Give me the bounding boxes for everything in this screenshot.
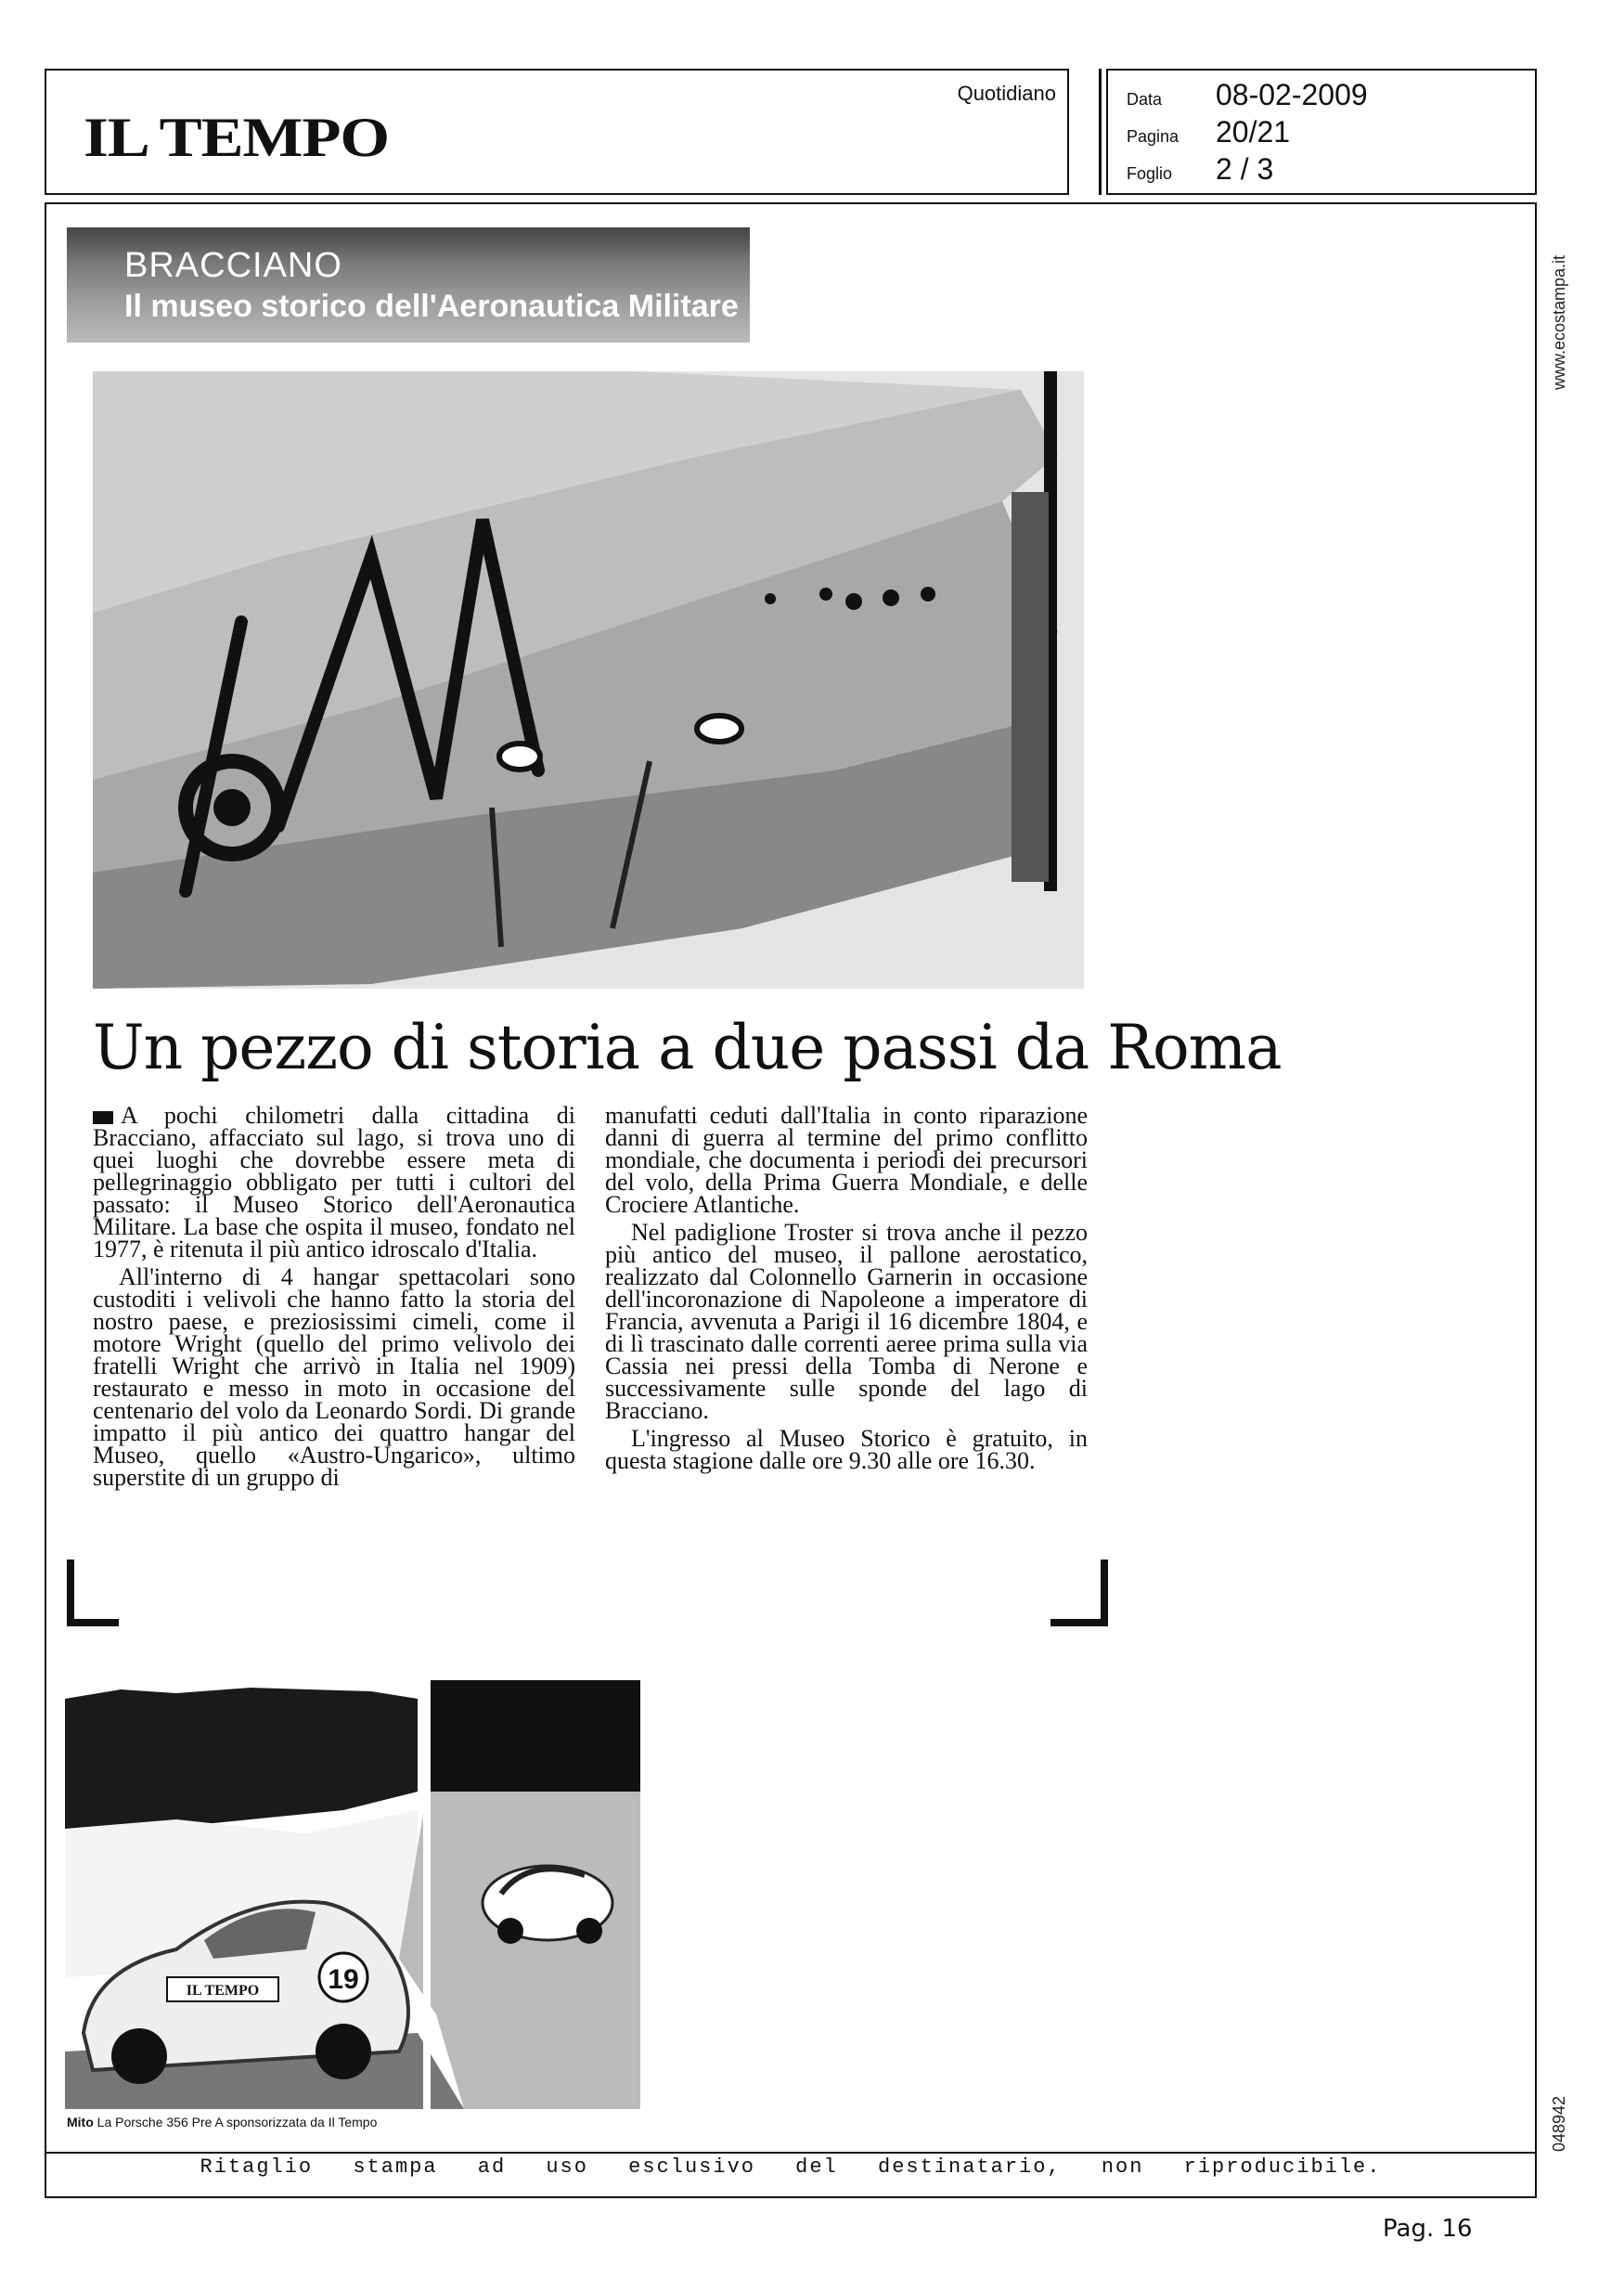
section-location: BRACCIANO — [124, 246, 342, 285]
date-label: Data — [1127, 90, 1163, 109]
article-column-1 — [93, 1102, 575, 1495]
article-paragraph: manufatti ceduti dall'Italia in conto riparazione danni di guerra al termine del primo conflitto mondiale, che documenta i periodi dei precursori del volo, della Prima Guerra Mondiale, e delle Crociere Atlantiche. — [605, 1102, 1088, 1218]
porsche-photo — [65, 1680, 640, 2109]
date-value: 08-02-2009 — [1216, 78, 1368, 111]
website-watermark: www.ecostampa.it — [1550, 254, 1568, 390]
page-row — [1127, 115, 1290, 149]
issue-info-box — [1106, 69, 1537, 195]
paragraph-bullet — [93, 1111, 113, 1124]
sheet-label: Foglio — [1127, 164, 1173, 183]
end-bracket-left — [67, 1560, 74, 1626]
article-paragraph: All'interno di 4 hangar spettacolari sono custoditi i velivoli che hanno fatto la storia del nostro paese, e preziosissimi cimeli, come il motore Wright (quello del primo velivolo dei fratelli Wright che arrivò in Italia nel 1909) restaurato e messo in moto in occasione del centenario del volo da Leonardo Sordi. Di grande impatto il più antico dei quattro hangar del Museo, quello «Austro-Ungarico», ultimo superstite di un gruppo di — [93, 1263, 575, 1491]
article-paragraph: L'ingresso al Museo Storico è gratuito, in questa stagione dalle ore 9.30 alle ore 16.30. — [605, 1425, 1088, 1474]
footer-divider — [45, 2152, 1537, 2154]
section-subtitle: Il museo storico dell'Aeronautica Militare — [124, 289, 739, 324]
end-bracket-right-base — [1050, 1619, 1108, 1626]
sheet-row — [1127, 152, 1273, 187]
article-column-2 — [605, 1102, 1088, 1478]
copyright-disclaimer: Ritaglio stampa ad uso esclusivo del destinatario, non riproducibile. — [200, 2155, 1382, 2179]
sheet-value: 2 / 3 — [1216, 152, 1274, 186]
car-sticker-text: IL TEMPO — [186, 1983, 260, 1999]
page-value: 20/21 — [1216, 115, 1291, 149]
article-paragraph: Nel padiglione Troster si trova anche il pezzo più antico del museo, il pallone aerostatico, realizzato dal Colonnello Garnerin in occasione dell'incoronazione di Napoleone a imperatore di Francia, avvenuta a Parigi il 16 dicembre 1804, e di lì trascinato dalle correnti aeree prima sulla via Cassia nei pressi della Tomba di Nerone e successivamente sulle sponde del lago di Bracciano. — [605, 1219, 1088, 1424]
clipping-code: 048942 — [1550, 2095, 1568, 2152]
masthead-box — [45, 69, 1069, 195]
end-bracket-right — [1101, 1560, 1108, 1626]
newspaper-logo: IL TEMPO — [84, 107, 389, 168]
photo-caption: Mito La Porsche 356 Pre A sponsorizzata da Il Tempo — [67, 2115, 378, 2129]
page-label: Pagina — [1127, 127, 1179, 146]
date-row — [1127, 78, 1368, 112]
article-paragraph: A pochi chilometri dalla cittadina di Bracciano, affacciato sul lago, si trova uno di quei luoghi che dovrebbe essere meta di pellegrinaggio obbligato per tutti i cultori del passato: il Museo Storico dell'Aeronautica Militare. La base che ospita il museo, fondato nel 1977, è ritenuta il più antico idroscalo d'Italia. — [93, 1102, 575, 1262]
publication-type: Quotidiano — [957, 82, 1056, 105]
biplane-photo — [93, 371, 1084, 989]
page-number: Pag. 16 — [1383, 2215, 1473, 2243]
article-headline: Un pezzo di storia a due passi da Roma — [93, 1012, 1282, 1083]
end-bracket-left-base — [67, 1619, 119, 1626]
section-banner — [67, 227, 750, 343]
car-race-number: 19 — [328, 1964, 359, 1995]
